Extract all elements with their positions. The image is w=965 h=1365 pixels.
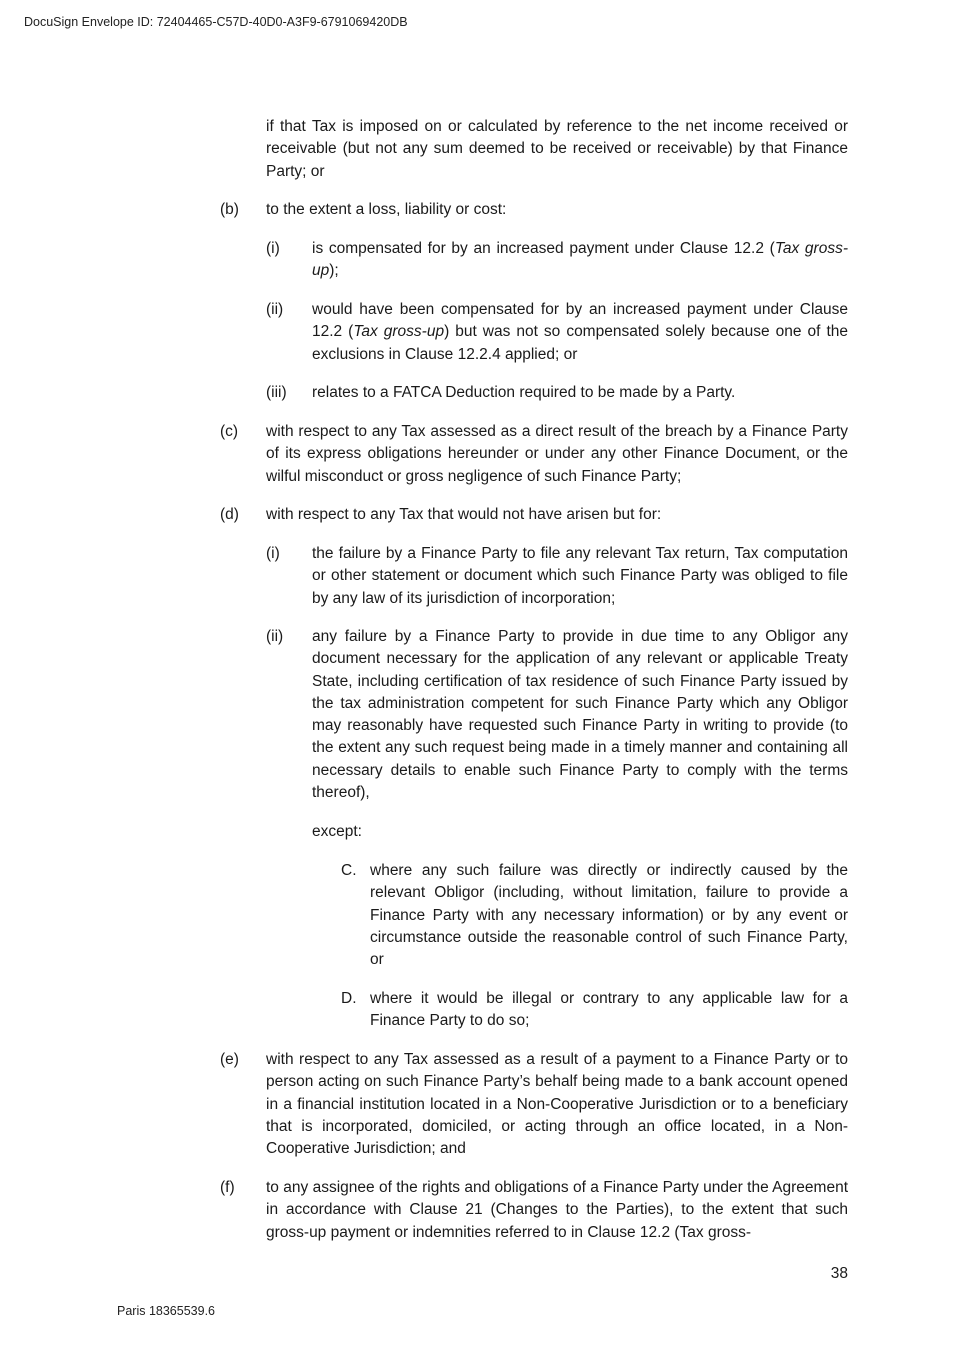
item-d-i-text: the failure by a Finance Party to file any relevant Tax return, Tax computation or other statement or document which such Finance Party was obliged to file by any law of its jurisdiction of incorporation; <box>312 545 848 607</box>
item-e-label: (e) <box>220 1051 239 1068</box>
item-d-C-label: C. <box>341 862 357 879</box>
item-d-D-label: D. <box>341 990 357 1007</box>
item-b-iii-label: (iii) <box>266 384 287 401</box>
item-d-i-label: (i) <box>266 545 280 562</box>
item-b-text: to the extent a loss, liability or cost: <box>266 201 507 218</box>
item-d-C-text: where any such failure was directly or indirectly caused by the relevant Obligor (including, without limitation, failure to provide a Finance Party with any necessary information) or by any event or circumstance outside the reasonable control of such Finance Party, or <box>370 862 848 969</box>
item-d-ii-label: (ii) <box>266 628 284 645</box>
item-b-label: (b) <box>220 201 239 218</box>
item-d-label: (d) <box>220 506 239 523</box>
item-f-label: (f) <box>220 1179 235 1196</box>
item-f-text: to any assignee of the rights and obligations of a Finance Party under the Agreement in accordance with Clause 21 (Changes to the Parties), to the extent that such gross-up payment or indemnities referred to in Clause 12.2 (Tax gross- <box>266 1179 848 1241</box>
item-b-i-label: (i) <box>266 240 280 257</box>
docusign-envelope-id: DocuSign Envelope ID: 72404465-C57D-40D0-A3F9-6791069420DB <box>24 15 408 29</box>
page-number: 38 <box>830 1265 848 1282</box>
item-c-text: with respect to any Tax assessed as a direct result of the breach by a Finance Party of its express obligations hereunder or under any other Finance Document, or the wilful misconduct or gross negligence of such Finance Party; <box>266 423 848 485</box>
item-e-text: with respect to any Tax assessed as a result of a payment to a Finance Party or to person acting on such Finance Party’s behalf being made to a bank account opened in a financial institution located in a Non-Cooperative Jurisdiction or to a beneficiary that is incorporated, domiciled, or acting through an office located, in a Non-Cooperative Jurisdiction; and <box>266 1051 848 1158</box>
item-b-ii-label: (ii) <box>266 301 284 318</box>
item-c-label: (c) <box>220 423 239 440</box>
item-b-i-text: is compensated for by an increased payment under Clause 12.2 (Tax gross-up); <box>312 240 848 280</box>
item-d-D-text: where it would be illegal or contrary to any applicable law for a Finance Party to do so; <box>370 990 848 1030</box>
item-b-iii-text: relates to a FATCA Deduction required to be made by a Party. <box>312 384 736 401</box>
except-text: except: <box>312 823 362 840</box>
item-d-text: with respect to any Tax that would not have arisen but for: <box>266 506 662 523</box>
continuation-paragraph: if that Tax is imposed on or calculated by reference to the net income received or receivable (but not any sum deemed to be received or receivable) by that Finance Party; or <box>266 118 848 180</box>
footer-document-ref: Paris 18365539.6 <box>117 1304 215 1318</box>
item-b-ii-text: would have been compensated for by an increased payment under Clause 12.2 (Tax gross-up) but was not so compensated solely because one of the exclusions in Clause 12.2.4 applied; or <box>312 301 848 363</box>
item-d-ii-text: any failure by a Finance Party to provide in due time to any Obligor any document necessary for the application of any relevant or applicable Treaty State, including certification of tax residence of such Finance Party issued by the tax administration competent for such Finance Party which any Obligor may reasonably have requested such Finance Party in writing to provide (to the extent any such request being made in a timely manner and containing all necessary details to enable such Finance Party to comply with the terms thereof), <box>312 628 848 802</box>
